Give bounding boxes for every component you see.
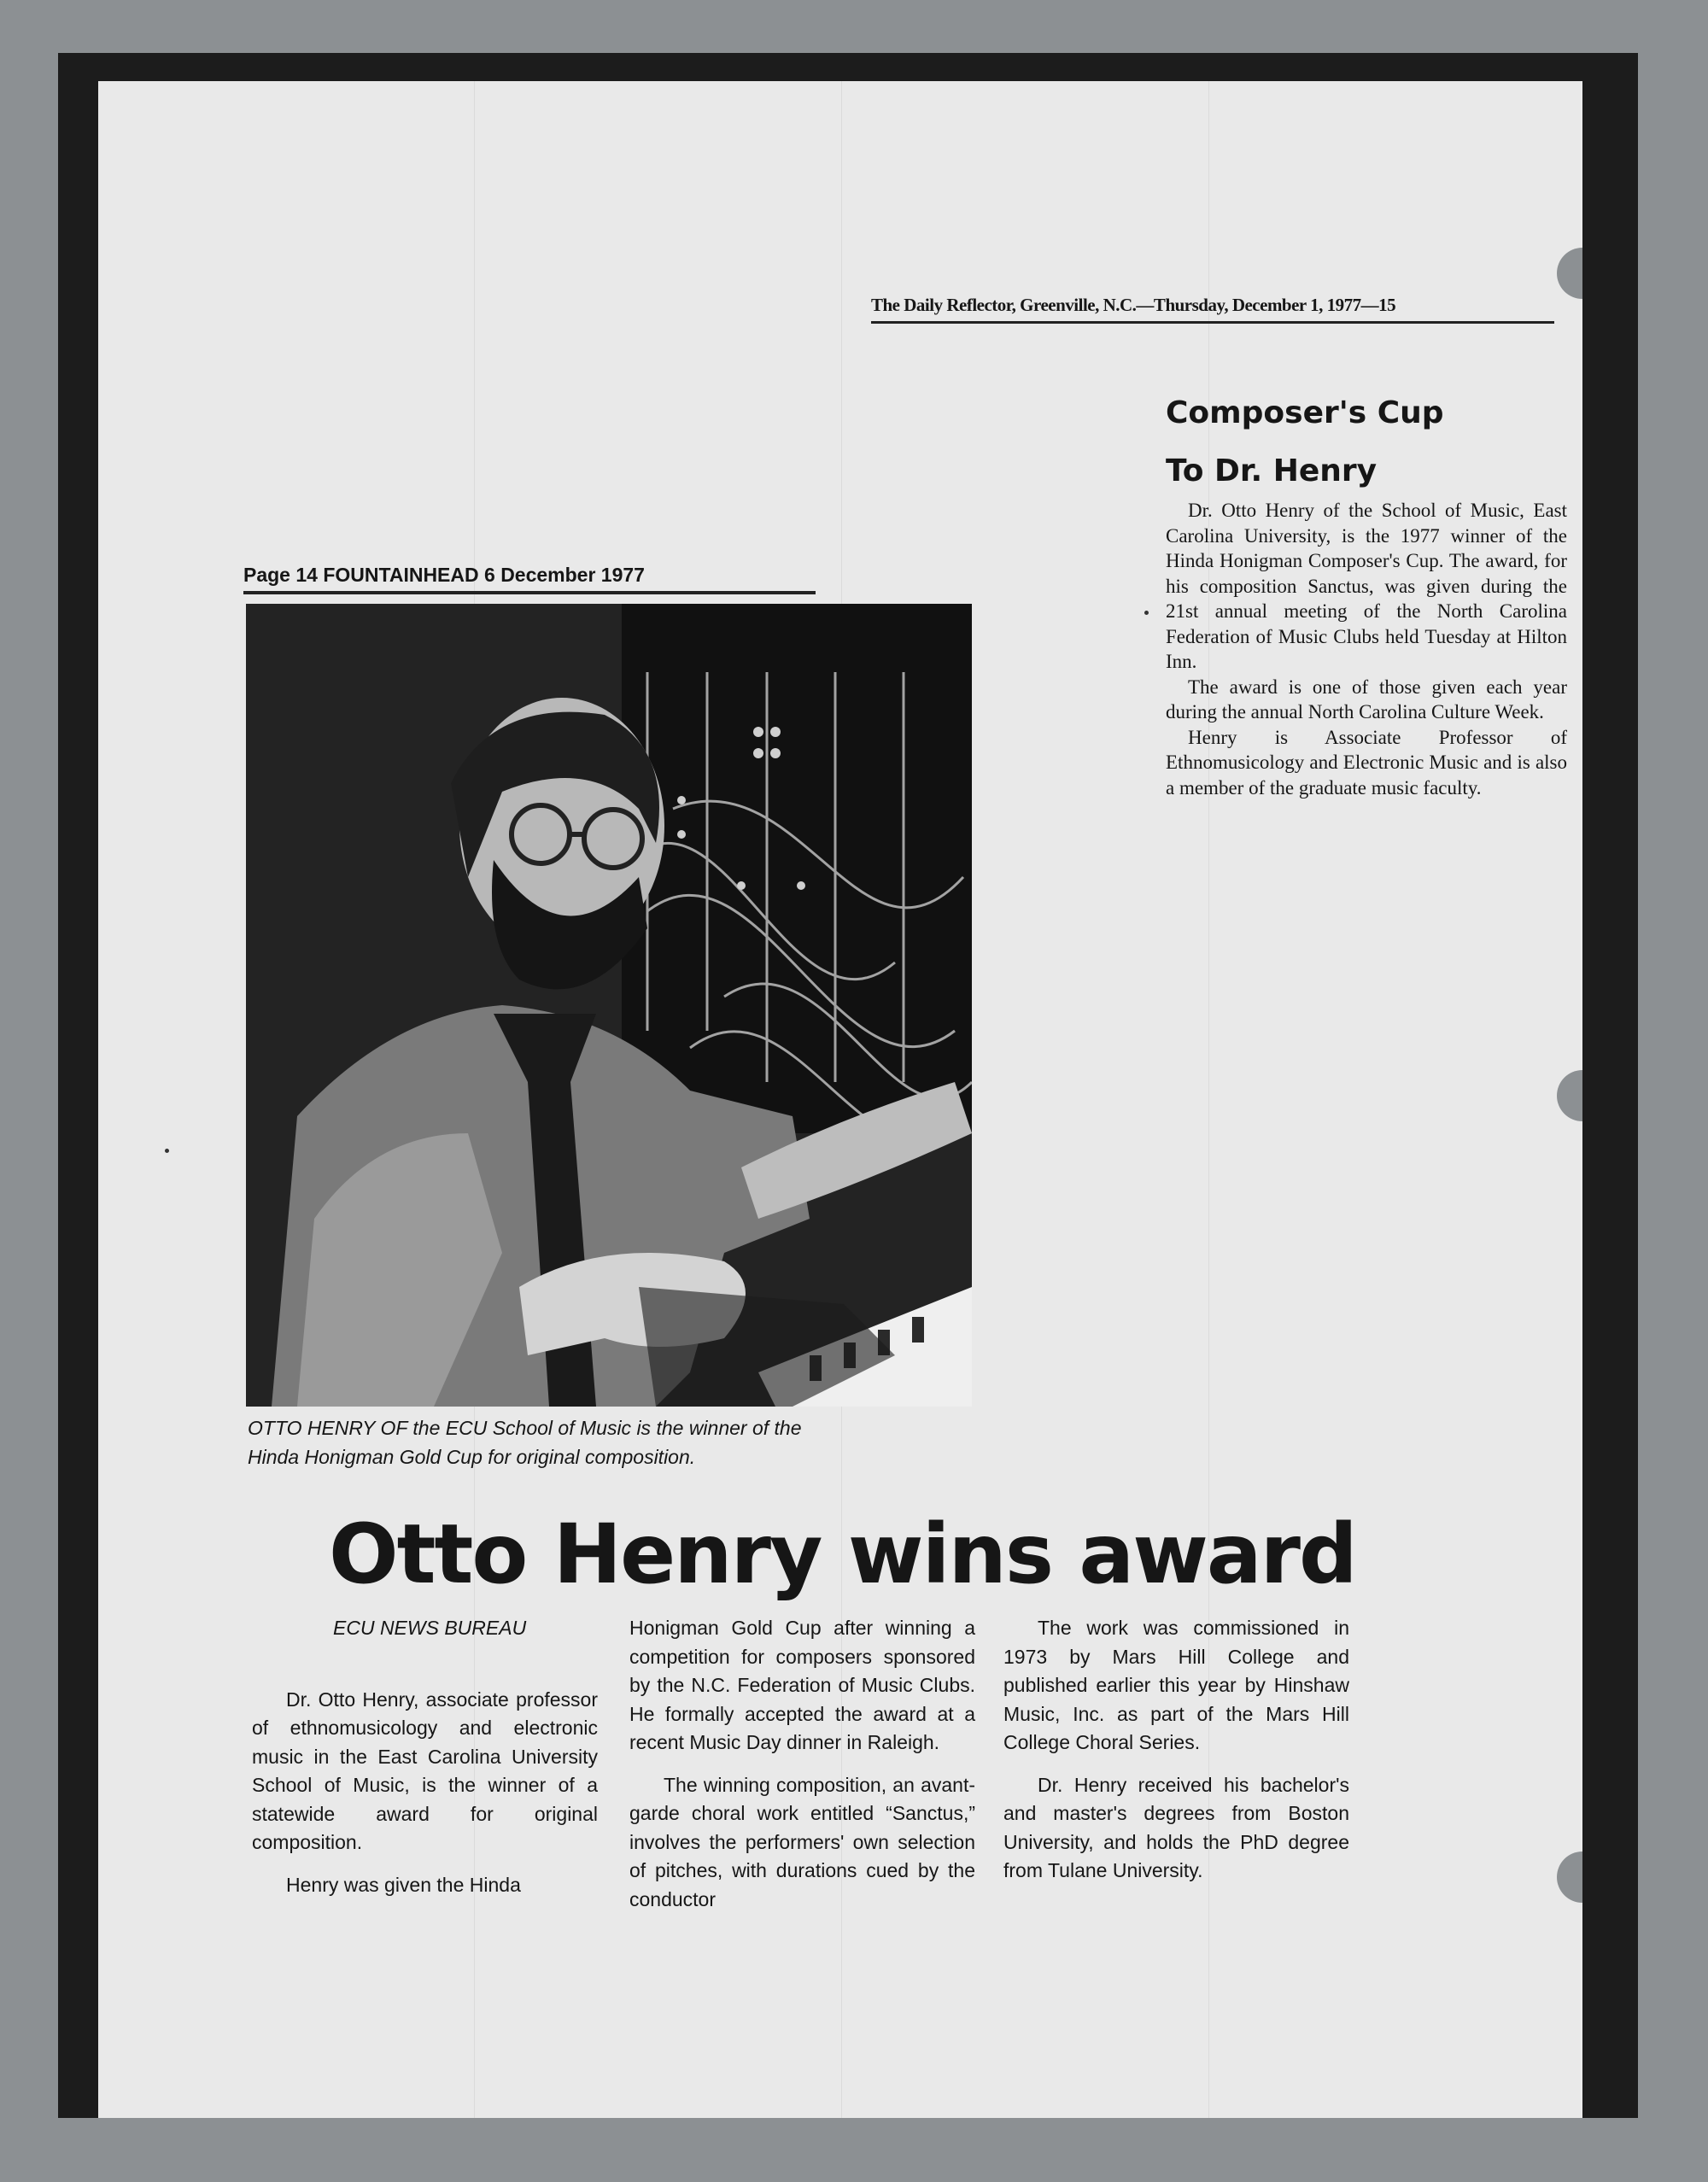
sidebar-headline-line1: Composer's Cup <box>1166 395 1444 430</box>
article-paragraph: The work was commissioned in 1973 by Mars Hill College and published earlier this year by Hinshaw Music, Inc. as part of the Mars Hill College Choral Series. <box>1003 1617 1349 1753</box>
caption-line: Hinda Honigman Gold Cup for original composition. <box>248 1446 696 1468</box>
sidebar-paragraph: Henry is Associate Professor of Ethnomusicology and Electronic Music and is also a member of the graduate music faculty. <box>1166 726 1567 799</box>
punch-hole <box>1557 1070 1582 1121</box>
article-paragraph: The winning composition, an avant-garde choral work entitled “Sanctus,” involves the performers' own selection of pitches, with durations cued by the conductor <box>629 1773 975 1910</box>
newspaper-dateline: The Daily Reflector, Greenville, N.C.—Thursday, December 1, 1977—15 <box>871 295 1554 324</box>
page-label: Page 14 FOUNTAINHEAD 6 December 1977 <box>243 564 816 594</box>
photo-caption <box>248 1413 982 1471</box>
article-headline: Otto Henry wins award <box>329 1506 1356 1602</box>
otto-henry-photo <box>246 604 972 1407</box>
article-column-2 <box>629 1614 975 1928</box>
punch-hole <box>1557 248 1582 299</box>
sidebar-headline <box>1166 384 1490 500</box>
byline: ECU NEWS BUREAU <box>333 1617 527 1639</box>
caption-line: OTTO HENRY OF the ECU School of Music is the winner of the <box>248 1417 802 1439</box>
article-paragraph: Honigman Gold Cup after winning a competition for composers sponsored by the N.C. Federation of Music Clubs. He formally accepted the award at a recent Music Day dinner in Raleigh. <box>629 1617 975 1753</box>
article-paragraph: Henry was given the Hinda <box>286 1873 521 1896</box>
punch-hole <box>1557 1851 1582 1903</box>
paper-speck <box>1144 611 1149 615</box>
article-paragraph: Dr. Otto Henry, associate professor of ethnomusicology and electronic music in the East Carolina University School of Music, is the winner of a statewide award for original composition. <box>252 1688 598 1853</box>
sidebar-headline-line2: To Dr. Henry <box>1166 453 1378 488</box>
sidebar-paragraph: Dr. Otto Henry of the School of Music, East Carolina University, is the 1977 winner of the Hinda Honigman Composer's Cup. The award, for his composition Sanctus, was given during the 21st annual meeting of the North Carolina Federation of Music Clubs held Tuesday at Hilton Inn. <box>1166 500 1567 672</box>
article-column-3 <box>1003 1614 1349 1899</box>
sidebar-article-body <box>1166 498 1567 800</box>
article-column-1 <box>252 1614 598 1913</box>
article-paragraph: Dr. Henry received his bachelor's and master's degrees from Boston University, and holds the PhD degree from Tulane University. <box>1003 1773 1349 1881</box>
paper-speck <box>165 1149 169 1153</box>
sidebar-paragraph: The award is one of those given each year during the annual North Carolina Culture Week. <box>1166 676 1567 722</box>
clipping-page <box>98 81 1582 2118</box>
